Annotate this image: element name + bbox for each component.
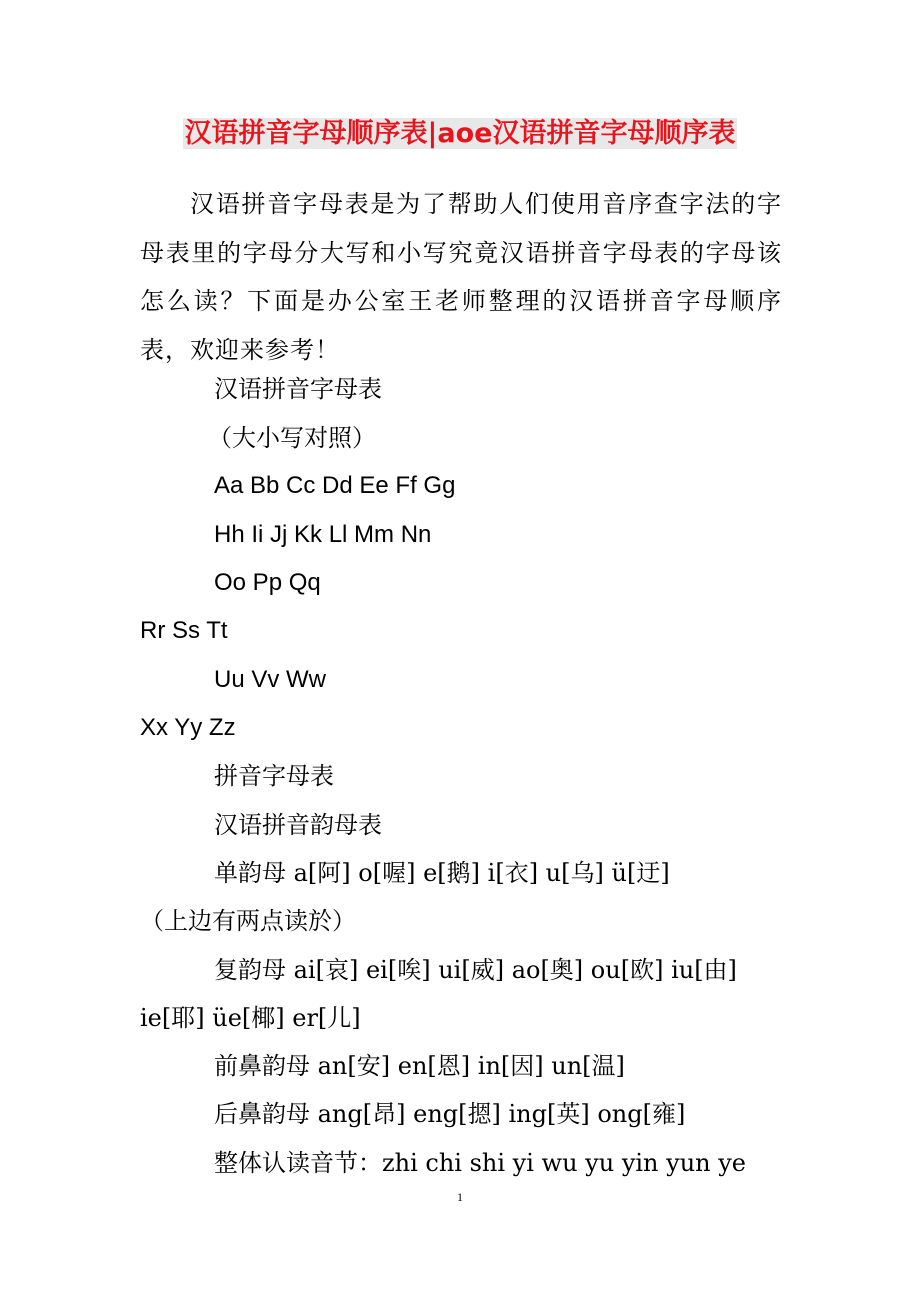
alphabet-row-2: Hh Ii Jj Kk Ll Mm Nn	[214, 521, 432, 548]
compound-finals-continued: ie[耶] üe[椰] er[儿]	[140, 1004, 361, 1032]
alphabet-row-4: Rr Ss Tt	[140, 617, 228, 644]
alphabet-row-5: Uu Vv Ww	[214, 666, 327, 693]
title-text: 汉语拼音字母顺序表|aoe汉语拼音字母顺序表	[184, 118, 736, 149]
alphabet-row-6: Xx Yy Zz	[140, 714, 236, 741]
page-number: 1	[457, 1190, 463, 1204]
intro-paragraph: 汉语拼音字母表是为了帮助人们使用音序查字法的字母表里的字母分大写和小写究竟汉语拼音字母表的字母该怎么读？下面是办公室王老师整理的汉语拼音字母顺序表，欢迎来参考！	[140, 190, 782, 364]
alphabet-heading: 汉语拼音字母表	[214, 375, 382, 403]
document-title	[0, 112, 920, 156]
alphabet-row-1: Aa Bb Cc Dd Ee Ff Gg	[214, 472, 456, 499]
simple-finals-note: （上边有两点读於）	[140, 907, 356, 935]
pinyin-table-heading: 拼音字母表	[214, 762, 334, 790]
whole-syllables-line: 整体认读音节：zhi chi shi yi wu yu yin yun ye	[214, 1149, 747, 1177]
alphabet-row-3: Oo Pp Qq	[214, 569, 321, 596]
back-nasal-finals-line: 后鼻韵母 ang[昂] eng[摁] ing[英] ong[雍]	[214, 1100, 686, 1128]
compound-finals-line: 复韵母 ai[哀] ei[唉] ui[威] ao[奥] ou[欧] iu[由]	[214, 956, 737, 984]
finals-heading: 汉语拼音韵母表	[214, 811, 382, 839]
simple-finals-line: 单韵母 a[阿] o[喔] e[鹅] i[衣] u[乌] ü[迂]	[214, 859, 670, 887]
front-nasal-finals-line: 前鼻韵母 an[安] en[恩] in[因] un[温]	[214, 1052, 625, 1080]
case-note: （大小写对照）	[208, 424, 376, 452]
